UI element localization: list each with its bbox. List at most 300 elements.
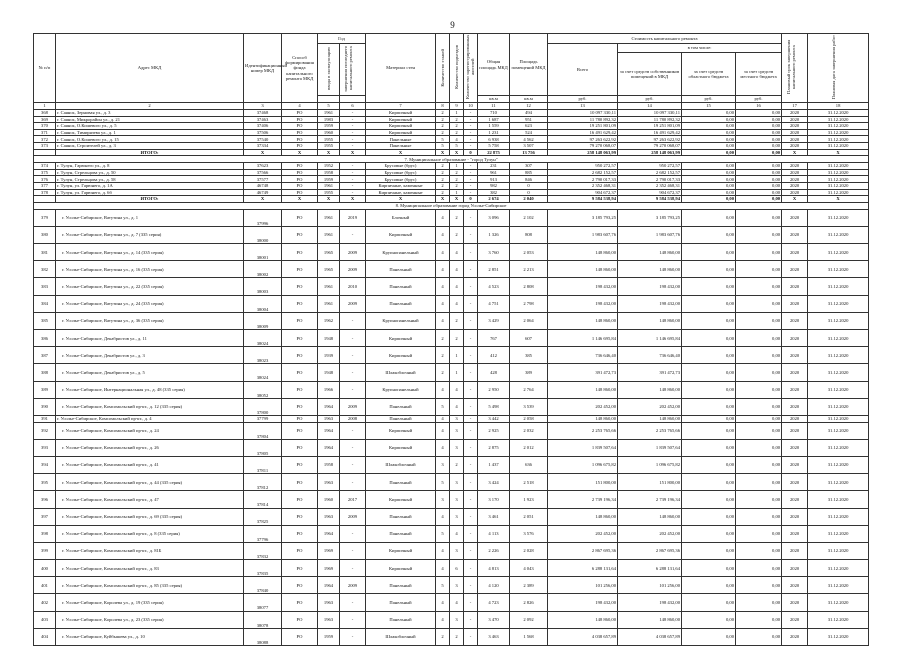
cell-method: РО [282, 491, 318, 508]
cell-wall: Шлакоблочный [366, 456, 436, 473]
cell-plan-year: 2020 [782, 169, 808, 176]
cell-cost-local: 0,00 [736, 196, 782, 203]
cell-address: ИТОГО: [56, 196, 244, 203]
cell-plan-date: 31.12.2020 [808, 491, 869, 508]
cell-floors: 2 [436, 176, 450, 183]
cell-id: 38078 [244, 611, 282, 628]
cell-year-last-repair: 2009 [340, 295, 366, 312]
cell-year-commission: 1961 [318, 295, 340, 312]
cell-cost-local: 0,00 [736, 422, 782, 439]
cell-total-area: 982 [478, 182, 510, 189]
cell-plan-year: 2020 [782, 182, 808, 189]
cell-residents: - [464, 278, 478, 295]
cell-id: 37840 [244, 577, 282, 594]
cell-no: 399 [34, 542, 56, 559]
cell-premises-area: 2 102 [510, 209, 548, 226]
header-unit-area: кв.м [478, 96, 510, 103]
cell-address: г. Усолье-Сибирское, Ватутина ул., д. 16 (335 серия) [56, 261, 244, 278]
column-number: 1 [34, 103, 56, 110]
cell-address: г. Усолье-Сибирское, Ватутина ул., д. 14 (335 серия) [56, 244, 244, 261]
cell-cost-local: 0,00 [736, 491, 782, 508]
header-total-area: Общая площадь МКД [478, 34, 510, 96]
cell-cost-total: 9 584 538,94 [548, 196, 618, 203]
cell-residents: - [464, 381, 478, 398]
table-row [34, 628, 869, 645]
table-row [34, 456, 869, 473]
cell-cost-region: 0,00 [682, 149, 736, 156]
cell-cost-owners: 2 352 468,31 [618, 182, 682, 189]
cell-cost-owners: 1 096 675,82 [618, 456, 682, 473]
table-row [34, 244, 869, 261]
cell-cost-region: 0,00 [682, 347, 736, 364]
cell-wall: Кирпичный [366, 123, 436, 130]
cell-cost-owners: 97 263 622,92 [618, 136, 682, 143]
header-method: Способ формирования фонда капитального ремонта МКД [282, 34, 318, 103]
cell-id: 37334 [244, 142, 282, 149]
cell-method: X [282, 196, 318, 203]
table-row [34, 110, 869, 117]
cell-cost-total: 1 983 607,76 [548, 226, 618, 243]
cell-premises-area: 3 507 [510, 142, 548, 149]
section-header-row [34, 156, 869, 163]
cell-plan-year: 2020 [782, 209, 808, 226]
cell-wall: Панельный [366, 611, 436, 628]
cell-residents: - [464, 398, 478, 415]
cell-no: 397 [34, 508, 56, 525]
cell-cost-region: 0,00 [682, 525, 736, 542]
cell-plan-date: 31.12.2020 [808, 123, 869, 130]
cell-address: г. Усолье-Сибирское, Декабристов ул., д. 5 [56, 364, 244, 381]
cell-method: РО [282, 381, 318, 398]
cell-floors: X [436, 149, 450, 156]
cell-entrances: 2 [450, 169, 464, 176]
cell-total-area: 1 326 [478, 226, 510, 243]
cell-wall: Кирпичные, каменные [366, 189, 436, 196]
cell-premises-area: 4 562 [510, 136, 548, 143]
cell-plan-date: 31.12.2020 [808, 182, 869, 189]
cell-no: 368 [34, 110, 56, 117]
cell-address: г. Усолье-Сибирское, Комсомольский пр-кт., д. 44 (335 серия) [56, 474, 244, 491]
cell-entrances: 3 [450, 422, 464, 439]
cell-total-area: 231 [478, 163, 510, 170]
cell-entrances: 6 [450, 560, 464, 577]
cell-entrances: 2 [450, 129, 464, 136]
cell-wall: Панельный [366, 278, 436, 295]
cell-id: 37814 [244, 491, 282, 508]
cell-floors: 4 [436, 226, 450, 243]
cell-cost-total: 2 682 152,57 [548, 169, 618, 176]
cell-cost-total: 2 739 196,34 [548, 491, 618, 508]
cell-plan-year: X [782, 196, 808, 203]
cell-wall: Панельный [366, 594, 436, 611]
cell-plan-date: 31.12.2020 [808, 278, 869, 295]
cell-no: 404 [34, 628, 56, 645]
header-plan-date: Плановая дата завершения работ [808, 34, 869, 103]
cell-year-last-repair: X [340, 196, 366, 203]
cell-year-last-repair: - [340, 525, 366, 542]
table-row [34, 136, 869, 143]
cell-method: РО [282, 439, 318, 456]
cell-year-last-repair: - [340, 129, 366, 136]
cell-no: 378 [34, 189, 56, 196]
cell-id: 37406 [244, 123, 282, 130]
cell-id: 38000 [244, 226, 282, 243]
cell-entrances: 1 [450, 347, 464, 364]
table-row [34, 491, 869, 508]
cell-cost-region: 0,00 [682, 182, 736, 189]
cell-year-last-repair: 2009 [340, 398, 366, 415]
cell-floors: 4 [436, 278, 450, 295]
cell-plan-date: 31.12.2020 [808, 169, 869, 176]
cell-plan-date: 31.12.2020 [808, 330, 869, 347]
cell-total-area: 913 [478, 176, 510, 183]
cell-total-area: 3 424 [478, 474, 510, 491]
cell-plan-year: 2020 [782, 611, 808, 628]
cell-residents: - [464, 176, 478, 183]
cell-cost-total: 148 860,00 [548, 312, 618, 329]
header-unit-rub: руб. [682, 96, 736, 103]
cell-premises-area: 2 518 [510, 474, 548, 491]
cell-address: г. Усолье-Сибирское, Комсомольский пр-кт., д. 47 [56, 491, 244, 508]
cell-cost-region: 0,00 [682, 189, 736, 196]
cell-residents: - [464, 560, 478, 577]
cell-cost-owners: 3 185 793,25 [618, 209, 682, 226]
cell-floors: 2 [436, 123, 450, 130]
header-cost-owners: за счет средств собственников помещений в МКД [618, 53, 682, 96]
cell-cost-total: 904 672,37 [548, 189, 618, 196]
cell-cost-total: 202 452,00 [548, 398, 618, 415]
cell-premises-area: 13 756 [510, 149, 548, 156]
cell-entrances: 2 [450, 226, 464, 243]
table-row [34, 142, 869, 149]
cell-id: 37540 [244, 136, 282, 143]
column-number: 9 [450, 103, 464, 110]
cell-total-area: 710 [478, 110, 510, 117]
cell-cost-total: 202 452,00 [548, 525, 618, 542]
cell-wall: Блочный [366, 209, 436, 226]
cell-cost-owners: 202 452,00 [618, 525, 682, 542]
cell-year-commission: 1939 [318, 347, 340, 364]
cell-address: г. Саянск, О.Кошевого ул., д. 15 [56, 136, 244, 143]
cell-cost-region: 0,00 [682, 209, 736, 226]
column-number: 13 [548, 103, 618, 110]
cell-entrances: 3 [450, 542, 464, 559]
cell-address: г. Усолье-Сибирское, Куйбышева ул., д. 10 [56, 628, 244, 645]
cell-address: г. Усолье-Сибирское, Декабристов ул., д. 11 [56, 330, 244, 347]
cell-id: 37463 [244, 116, 282, 123]
cell-total-area: 767 [478, 330, 510, 347]
cell-premises-area: 1 923 [510, 491, 548, 508]
table-row [34, 474, 869, 491]
cell-method: РО [282, 422, 318, 439]
cell-address: г. Тулун, Стрельцова ул., д. 58 [56, 176, 244, 183]
cell-residents: - [464, 330, 478, 347]
cell-cost-region: 0,00 [682, 364, 736, 381]
column-number: 3 [244, 103, 282, 110]
table-row [34, 439, 869, 456]
cell-address: г. Саянск, Зерновая ул., д. 3 [56, 110, 244, 117]
cell-wall: X [366, 149, 436, 156]
cell-id: 37799 [244, 415, 282, 422]
cell-cost-total: 2 867 695,36 [548, 542, 618, 559]
cell-no: 379 [34, 209, 56, 226]
cell-year-commission: 1964 [318, 525, 340, 542]
cell-total-area: 961 [478, 169, 510, 176]
cell-id: 38003 [244, 278, 282, 295]
cell-year-commission: 1964 [318, 422, 340, 439]
cell-plan-year: 2020 [782, 594, 808, 611]
cell-cost-region: 0,00 [682, 560, 736, 577]
cell-id: 37996 [244, 209, 282, 226]
cell-cost-local: 0,00 [736, 611, 782, 628]
header-unit-spacer [340, 96, 366, 103]
cell-plan-year: 2020 [782, 136, 808, 143]
cell-id: 37800 [244, 398, 282, 415]
cell-id: X [244, 149, 282, 156]
cell-cost-region: 0,00 [682, 142, 736, 149]
cell-cost-total: 16 491 629,42 [548, 129, 618, 136]
cell-cost-owners: 258 148 063,99 [618, 149, 682, 156]
cell-plan-year: 2020 [782, 261, 808, 278]
cell-address: г. Тулун, Гарюнего ул., д. 8 [56, 163, 244, 170]
column-number: 17 [782, 103, 808, 110]
cell-premises-area: 494 [510, 110, 548, 117]
cell-floors: 4 [436, 560, 450, 577]
cell-year-last-repair: - [340, 226, 366, 243]
table-row [34, 278, 869, 295]
cell-wall: Шлакоблочный [366, 628, 436, 645]
cell-residents: - [464, 577, 478, 594]
cell-cost-local: 0,00 [736, 189, 782, 196]
cell-residents: - [464, 491, 478, 508]
cell-no: 393 [34, 439, 56, 456]
cell-plan-year: X [782, 149, 808, 156]
cell-plan-year: 2020 [782, 295, 808, 312]
cell-no: 402 [34, 594, 56, 611]
cell-plan-year: 2020 [782, 474, 808, 491]
cell-year-commission: 1955 [318, 136, 340, 143]
cell-total-area: 1 559 [478, 123, 510, 130]
cell-premises-area: 846 [510, 176, 548, 183]
cell-method: РО [282, 474, 318, 491]
table-row [34, 226, 869, 243]
cell-cost-local: 0,00 [736, 176, 782, 183]
cell-cost-total: 148 860,00 [548, 261, 618, 278]
repair-plan-table-sheet [33, 33, 868, 646]
cell-cost-owners: 148 860,00 [618, 611, 682, 628]
cell-method: РО [282, 244, 318, 261]
cell-year-last-repair: - [340, 312, 366, 329]
table-row [34, 525, 869, 542]
cell-year-last-repair: - [340, 381, 366, 398]
cell-premises-area: 2 012 [510, 439, 548, 456]
cell-no: 400 [34, 560, 56, 577]
header-cost-incl: в том числе: [618, 44, 782, 53]
cell-cost-local: 0,00 [736, 110, 782, 117]
cell-address: г. Усолье-Сибирское, Королева ул., д. 19 (335 серия) [56, 594, 244, 611]
cell-method: РО [282, 110, 318, 117]
cell-year-commission: 1955 [318, 189, 340, 196]
cell-wall: Кирпичный [366, 422, 436, 439]
cell-cost-total: 391 472,73 [548, 364, 618, 381]
cell-cost-local: 0,00 [736, 136, 782, 143]
header-year: Год [318, 34, 366, 44]
cell-id: 38077 [244, 594, 282, 611]
cell-plan-year: 2020 [782, 189, 808, 196]
cell-premises-area: 2 213 [510, 261, 548, 278]
table-row [34, 261, 869, 278]
cell-entrances: 2 [450, 116, 464, 123]
table-row [34, 129, 869, 136]
cell-entrances: 1 [450, 364, 464, 381]
cell-total-area: 428 [478, 364, 510, 381]
cell-cost-local: 0,00 [736, 244, 782, 261]
cell-year-commission: 1961 [318, 226, 340, 243]
cell-no [34, 196, 56, 203]
cell-plan-date: 31.12.2020 [808, 560, 869, 577]
cell-no: 391 [34, 415, 56, 422]
cell-cost-region: 0,00 [682, 439, 736, 456]
cell-id: 37832 [244, 542, 282, 559]
cell-premises-area: 2 092 [510, 611, 548, 628]
cell-plan-date: 31.12.2020 [808, 347, 869, 364]
cell-premises-area: 885 [510, 169, 548, 176]
cell-year-commission: 1966 [318, 381, 340, 398]
cell-wall: Кирпичный [366, 347, 436, 364]
cell-plan-year: 2020 [782, 278, 808, 295]
cell-id: 38052 [244, 381, 282, 398]
cell-method: РО [282, 415, 318, 422]
cell-total-area: 412 [478, 347, 510, 364]
cell-id: 38004 [244, 295, 282, 312]
cell-address: г. Усолье-Сибирское, Комсомольский пр-кт., д. 69 (335 серия) [56, 508, 244, 525]
cell-plan-date: 31.12.2020 [808, 312, 869, 329]
cell-id: 37506 [244, 129, 282, 136]
cell-year-last-repair: - [340, 136, 366, 143]
cell-plan-year: 2020 [782, 163, 808, 170]
cell-total-area: 22 875 [478, 149, 510, 156]
cell-total-area: 4 113 [478, 525, 510, 542]
cell-residents: - [464, 525, 478, 542]
column-number: 7 [366, 103, 436, 110]
cell-cost-local: 0,00 [736, 577, 782, 594]
cell-address: г. Усолье-Сибирское, Ватутина ул., д. 1 [56, 209, 244, 226]
cell-total-area: 1 687 [478, 116, 510, 123]
cell-year-commission: 1955 [318, 142, 340, 149]
cell-cost-region: 0,00 [682, 542, 736, 559]
cell-plan-year: 2020 [782, 560, 808, 577]
cell-residents: - [464, 422, 478, 439]
cell-floors: 3 [436, 456, 450, 473]
cell-floors: 2 [436, 116, 450, 123]
cell-wall: Панельный [366, 577, 436, 594]
cell-wall: Кирпичный [366, 542, 436, 559]
cell-entrances: 5 [450, 142, 464, 149]
cell-plan-year: 2020 [782, 116, 808, 123]
cell-cost-owners: 148 860,00 [618, 261, 682, 278]
cell-plan-date: 31.12.2020 [808, 594, 869, 611]
cell-cost-owners: 4 038 657,89 [618, 628, 682, 645]
cell-floors: 2 [436, 129, 450, 136]
cell-cost-owners: 1 839 507,64 [618, 439, 682, 456]
cell-cost-region: 0,00 [682, 163, 736, 170]
cell-floors: 4 [436, 594, 450, 611]
cell-cost-local: 0,00 [736, 149, 782, 156]
cell-cost-local: 0,00 [736, 456, 782, 473]
cell-year-last-repair: - [340, 116, 366, 123]
cell-id: 37825 [244, 508, 282, 525]
cell-plan-year: 2020 [782, 381, 808, 398]
cell-wall: X [366, 196, 436, 203]
header-unit-spacer [318, 96, 340, 103]
cell-year-last-repair: - [340, 422, 366, 439]
cell-cost-owners: 1 983 607,76 [618, 226, 682, 243]
section-title: 8. Муниципальное образование город Усолье-Сибирское [34, 202, 869, 209]
cell-entrances: 4 [450, 525, 464, 542]
cell-cost-local: 0,00 [736, 330, 782, 347]
cell-address: г. Усолье-Сибирское, Ватутина ул., д. 24 (335 серия) [56, 295, 244, 312]
cell-plan-date: 31.12.2020 [808, 261, 869, 278]
header-premises-area: Площадь помещений МКД [510, 34, 548, 96]
cell-no [34, 149, 56, 156]
cell-method: РО [282, 456, 318, 473]
table-row [34, 189, 869, 196]
table-row [34, 163, 869, 170]
cell-wall: Панельный [366, 398, 436, 415]
cell-premises-area: 2 389 [510, 577, 548, 594]
table-row [34, 123, 869, 130]
cell-cost-total: 2 790 017,33 [548, 176, 618, 183]
cell-address: г. Саянск, Тимирязева ул., д. 1 [56, 129, 244, 136]
cell-method: РО [282, 628, 318, 645]
cell-cost-owners: 391 472,73 [618, 364, 682, 381]
cell-method: РО [282, 261, 318, 278]
cell-year-commission: 1961 [318, 110, 340, 117]
cell-wall: Кирпичный [366, 491, 436, 508]
cell-id: 37804 [244, 422, 282, 439]
cell-cost-owners: 19 251 801,09 [618, 123, 682, 130]
cell-year-last-repair: - [340, 142, 366, 149]
cell-total-area: 5 758 [478, 142, 510, 149]
cell-cost-region: 0,00 [682, 422, 736, 439]
cell-residents: - [464, 261, 478, 278]
cell-address: г. Усолье-Сибирское, Королева ул., д. 23 (335 серия) [56, 611, 244, 628]
cell-entrances: 4 [450, 398, 464, 415]
cell-year-commission: 1948 [318, 364, 340, 381]
cell-residents: - [464, 364, 478, 381]
cell-cost-owners: 198 432,00 [618, 295, 682, 312]
cell-entrances: 3 [450, 439, 464, 456]
cell-cost-owners: 198 432,00 [618, 594, 682, 611]
cell-year-commission: 1963 [318, 415, 340, 422]
cell-cost-local: 0,00 [736, 508, 782, 525]
cell-year-commission: 1963 [318, 508, 340, 525]
cell-plan-year: 2020 [782, 525, 808, 542]
cell-entrances: 4 [450, 381, 464, 398]
cell-residents: - [464, 439, 478, 456]
cell-premises-area: 636 [510, 456, 548, 473]
cell-year-last-repair: 2009 [340, 261, 366, 278]
cell-cost-owners: 2 867 695,36 [618, 542, 682, 559]
cell-year-last-repair: - [340, 163, 366, 170]
cell-year-commission: 1963 [318, 611, 340, 628]
cell-cost-region: 0,00 [682, 577, 736, 594]
cell-year-last-repair: - [340, 594, 366, 611]
cell-year-commission: 1958 [318, 169, 340, 176]
cell-cost-local: 0,00 [736, 398, 782, 415]
cell-method: РО [282, 116, 318, 123]
column-number: 15 [682, 103, 736, 110]
